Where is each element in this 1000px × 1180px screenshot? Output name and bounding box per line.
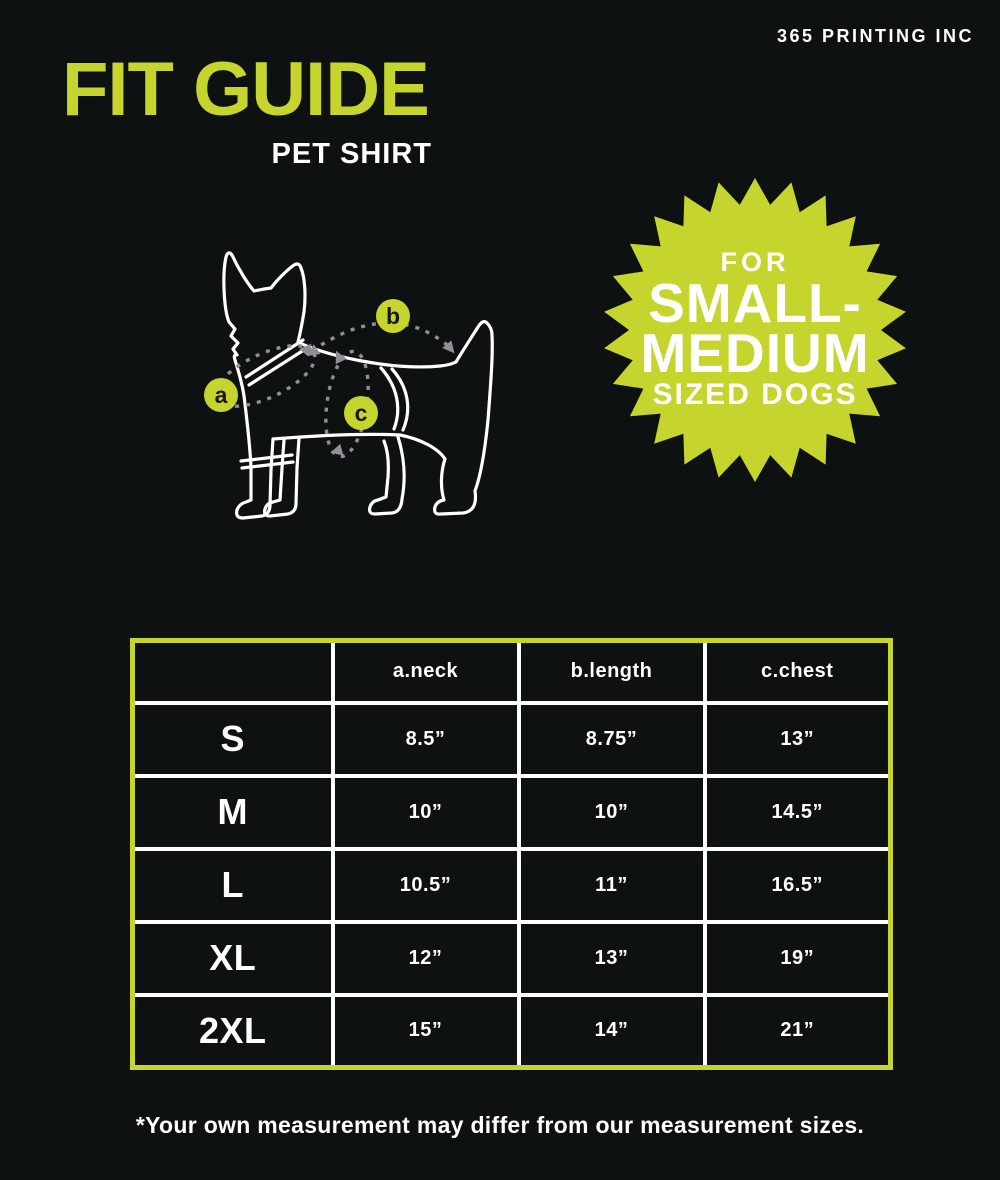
page-subtitle: PET SHIRT: [271, 138, 432, 170]
chest-value: 19”: [705, 922, 891, 995]
size-label: S: [133, 703, 333, 776]
length-value: 8.75”: [519, 703, 705, 776]
column-header-neck: a.neck: [333, 641, 519, 703]
table-row-xl: [133, 922, 891, 995]
table-row-s: [133, 703, 891, 776]
length-value: 11”: [519, 849, 705, 922]
column-header-length: b.length: [519, 641, 705, 703]
size-label: XL: [133, 922, 333, 995]
neck-value: 15”: [333, 995, 519, 1068]
neck-value: 10”: [333, 776, 519, 849]
column-header-chest: c.chest: [705, 641, 891, 703]
measure-label-a: a: [214, 382, 228, 408]
table-row-l: [133, 849, 891, 922]
badge-line-medium: MEDIUM: [640, 322, 870, 384]
dog-measurement-diagram: [180, 240, 510, 550]
neck-value: 10.5”: [333, 849, 519, 922]
badge-line-for: FOR: [720, 247, 790, 277]
length-value: 14”: [519, 995, 705, 1068]
measure-label-c: c: [354, 400, 368, 426]
dog-far-hind-leg: [370, 437, 405, 514]
measure-point-b: [376, 299, 410, 333]
measure-point-c: [344, 396, 378, 430]
size-chart-table: [130, 638, 893, 1070]
badge-line-sized-dogs: SIZED DOGS: [652, 378, 858, 411]
shirt-back-hem: [381, 368, 408, 430]
neck-value: 8.5”: [333, 703, 519, 776]
neck-value: 12”: [333, 922, 519, 995]
table-row-m: [133, 776, 891, 849]
brand-name: 365 PRINTING INC: [776, 26, 974, 46]
badge-line-small: SMALL-: [648, 272, 862, 334]
measure-label-b: b: [385, 303, 401, 329]
chest-value: 21”: [705, 995, 891, 1068]
size-label: M: [133, 776, 333, 849]
length-value: 10”: [519, 776, 705, 849]
table-header-row: [133, 641, 891, 703]
chest-value: 14.5”: [705, 776, 891, 849]
size-label: L: [133, 849, 333, 922]
table-corner-cell: [133, 641, 333, 703]
page-title: FIT GUIDE: [62, 47, 429, 132]
length-value: 13”: [519, 922, 705, 995]
size-badge: [585, 160, 925, 500]
size-label: 2XL: [133, 995, 333, 1068]
footnote: *Your own measurement may differ from our measurement sizes.: [135, 1112, 865, 1138]
table-row-2xl: [133, 995, 891, 1068]
measure-point-a: [204, 378, 238, 412]
chest-value: 13”: [705, 703, 891, 776]
dog-outline: [224, 253, 492, 518]
chest-value: 16.5”: [705, 849, 891, 922]
